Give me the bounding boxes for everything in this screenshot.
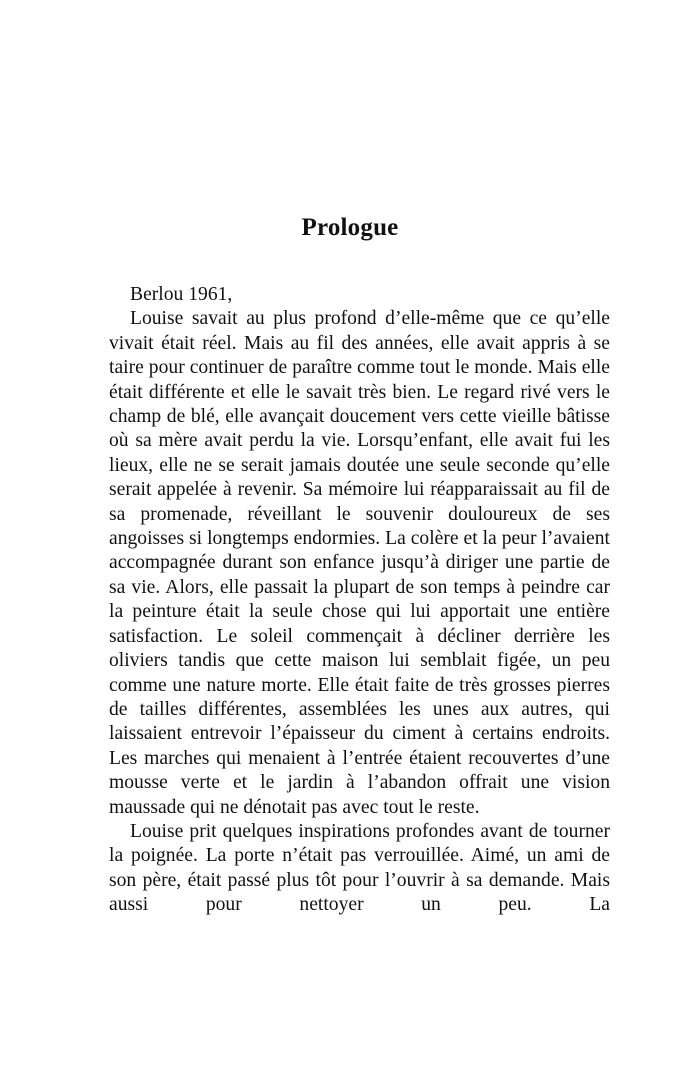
- dateline: Berlou 1961,: [130, 284, 233, 305]
- body-text: [109, 283, 610, 918]
- paragraph: Louise savait au plus profond d’elle-même que ce qu’elle vivait était réel. Mais au fil des années, elle avait appris à se taire pour continuer de paraître comme tout le monde. Mais elle était différente et elle le savait très bien. Le regard rivé vers le champ de blé, elle avançait doucement vers cette vieille bâtisse où sa mère avait perdu la vie. Lorsqu’enfant, elle avait fui les lieux, elle ne se serait jamais doutée une seule seconde qu’elle serait appelée à revenir. Sa mémoire lui réapparaissait au fil de sa promenade, réveillant le souvenir douloureux de ses angoisses si longtemps endormies. La colère et la peur l’avaient accompagnée durant son enfance jusqu’à diriger une partie de sa vie. Alors, elle passait la plupart de son temps à peindre car la peinture était la seule chose qui lui apportait une entière satisfaction. Le soleil commençait à décliner derrière les oliviers tandis que cette maison lui semblait figée, un peu comme une nature morte. Elle était faite de très grosses pierres de tailles différentes, assemblées les unes aux autres, qui laissaient entrevoir l’épaisseur du ciment à certains endroits. Les marches qui menaient à l’entrée étaient recouvertes d’une mousse verte et le jardin à l’abandon offrait une vision maussade qui ne dénotait pas avec tout le reste.: [109, 308, 610, 818]
- paragraph: Louise prit quelques inspirations profondes avant de tourner la poignée. La porte n’était pas verrouillée. Aimé, un ami de son père, était passé plus tôt pour l’ouvrir à sa demande. Mais aussi pour nettoyer un peu. La: [109, 820, 610, 916]
- chapter-title: Prologue: [301, 214, 399, 241]
